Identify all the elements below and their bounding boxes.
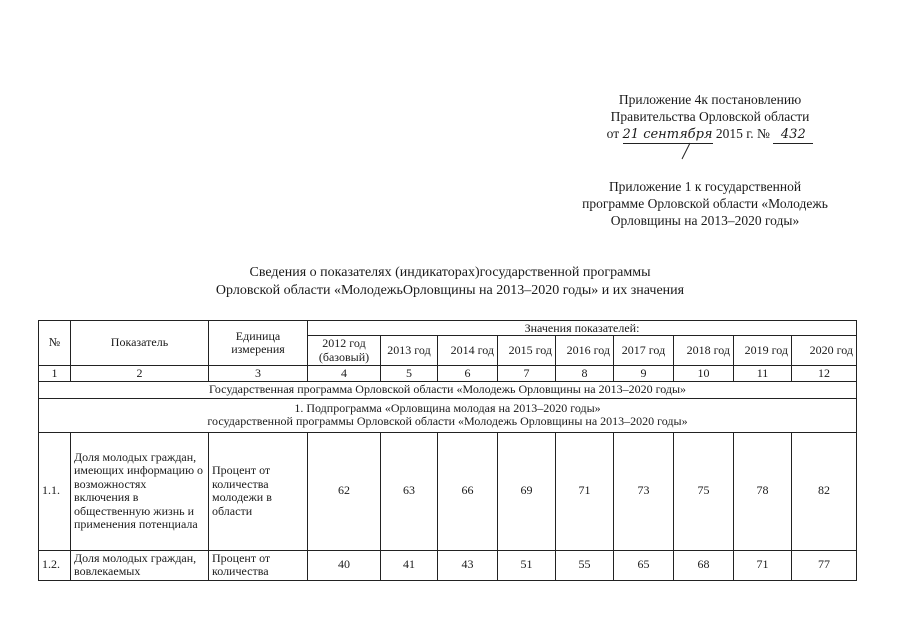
row-value: 71 [734, 550, 792, 580]
col-header-num: № [39, 321, 71, 366]
row-value: 43 [438, 550, 498, 580]
row-number: 1.1. [39, 432, 71, 550]
col-number: 7 [498, 366, 556, 382]
col-number: 5 [381, 366, 438, 382]
row-number: 1.2. [39, 550, 71, 580]
col-header-year: 2017 год [614, 336, 674, 366]
row-unit: Процент от количества молодежи в области [209, 432, 308, 550]
col-number: 10 [674, 366, 734, 382]
row-unit: Процент от количества [209, 550, 308, 580]
row-indicator: Доля молодых граждан, вовлекаемых [71, 550, 209, 580]
col-header-values-group: Значения показателей: [308, 321, 857, 336]
col-number: 1 [39, 366, 71, 382]
program-row-label: Государственная программа Орловской области «Молодежь Орловщины на 2013–2020 годы» [39, 382, 857, 399]
program-row [39, 382, 857, 399]
row-value: 68 [674, 550, 734, 580]
document-title [130, 264, 770, 300]
subprogram-row [39, 398, 857, 432]
subprogram-row-cell [39, 398, 857, 432]
program-line-1: Приложение 1 к государственной [608, 179, 802, 194]
row-value: 40 [308, 550, 381, 580]
row-value: 77 [792, 550, 857, 580]
year-label: 2015 г. № [715, 126, 770, 141]
row-value: 41 [381, 550, 438, 580]
col-number: 12 [792, 366, 857, 382]
col-header-year: 2013 год [381, 336, 438, 366]
handwritten-date: 21 сентября [622, 127, 713, 142]
row-value: 55 [556, 550, 614, 580]
col-number: 2 [71, 366, 209, 382]
program-header [545, 178, 865, 229]
col-header-unit: Единица измерения [209, 321, 308, 366]
row-value: 69 [498, 432, 556, 550]
appendix-line-2: Правительства Орловской области [610, 109, 810, 124]
col-header-indicator: Показатель [71, 321, 209, 366]
row-value: 63 [381, 432, 438, 550]
col-number: 3 [209, 366, 308, 382]
signature-stroke [672, 141, 712, 161]
col-number: 6 [438, 366, 498, 382]
subprogram-line-2: государственной программы Орловской области «Молодежь Орловщины на 2013–2020 годы» [207, 414, 688, 428]
handwritten-number: 432 [773, 126, 813, 144]
program-line-3: Орловщины на 2013–2020 годы» [610, 213, 800, 228]
row-value: 62 [308, 432, 381, 550]
from-prefix: от [606, 126, 620, 141]
table-row [39, 432, 857, 550]
subprogram-line-1: 1. Подпрограмма «Орловщина молодая на 2013–2020 годы» [294, 400, 601, 415]
row-value: 75 [674, 432, 734, 550]
row-value: 78 [734, 432, 792, 550]
col-header-year: 2019 год [734, 336, 792, 366]
col-header-year: 2015 год [498, 336, 556, 366]
col-number: 11 [734, 366, 792, 382]
col-header-year: 2020 год [792, 336, 857, 366]
col-number: 4 [308, 366, 381, 382]
table-row [39, 550, 857, 580]
col-number: 8 [556, 366, 614, 382]
title-line-2: Орловской области «МолодежьОрловщины на 2013–2020 годы» и их значения [215, 283, 685, 298]
row-value: 73 [614, 432, 674, 550]
appendix-line-1: Приложение 4к постановлению [618, 92, 802, 107]
row-value: 71 [556, 432, 614, 550]
row-indicator: Доля молодых граждан, имеющих информацию о возможностях включения в общественную жизнь и применения потенциала [71, 432, 209, 550]
program-line-2: программе Орловской области «Молодежь [582, 196, 828, 211]
col-header-year: 2018 год [674, 336, 734, 366]
col-header-year: 2012 год (базовый) [308, 336, 381, 366]
col-header-year: 2016 год [556, 336, 614, 366]
header-row-1 [39, 321, 857, 336]
row-value: 66 [438, 432, 498, 550]
row-value: 65 [614, 550, 674, 580]
col-header-year: 2014 год [438, 336, 498, 366]
title-line-1: Сведения о показателях (индикаторах)государственной программы [249, 265, 651, 280]
row-value: 82 [792, 432, 857, 550]
appendix-header [560, 91, 860, 144]
indicators-table [38, 320, 857, 581]
row-value: 51 [498, 550, 556, 580]
col-number: 9 [614, 366, 674, 382]
column-number-row [39, 366, 857, 382]
